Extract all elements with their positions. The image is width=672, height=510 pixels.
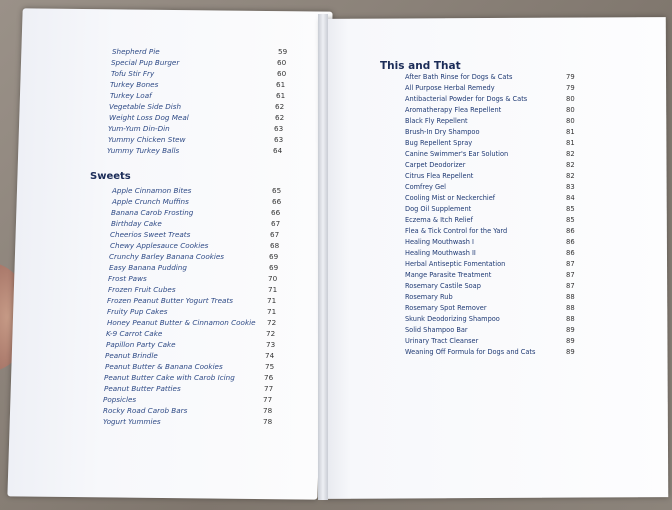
toc-entry-page: 72 bbox=[266, 329, 276, 338]
toc-entry-title: Turkey Loaf bbox=[110, 91, 152, 100]
toc-entry-title: Solid Shampoo Bar bbox=[405, 326, 468, 334]
toc-entry bbox=[110, 229, 280, 240]
toc-entry-page: 76 bbox=[264, 373, 274, 382]
toc-entry-title: Special Pup Burger bbox=[111, 58, 180, 67]
toc-entry-page: 82 bbox=[566, 150, 575, 158]
toc-entry-title: Papillon Party Cake bbox=[106, 340, 176, 349]
toc-entry-title: Mange Parasite Treatment bbox=[405, 271, 492, 279]
toc-entry-title: Crunchy Barley Banana Cookies bbox=[109, 252, 225, 261]
toc-entry-title: Birthday Cake bbox=[111, 219, 162, 228]
toc-entry-page: 86 bbox=[566, 249, 575, 257]
toc-entry-page: 64 bbox=[273, 146, 283, 155]
toc-entry-page: 77 bbox=[263, 395, 273, 404]
toc-entry-title: Eczema & Itch Relief bbox=[405, 216, 473, 224]
toc-entry-page: 67 bbox=[271, 219, 281, 228]
toc-entry bbox=[111, 68, 287, 79]
toc-entry-page: 73 bbox=[266, 340, 276, 349]
toc-entry-title: K-9 Carrot Cake bbox=[106, 329, 163, 338]
toc-entry-title: Fruity Pup Cakes bbox=[107, 307, 168, 316]
toc-entry-page: 60 bbox=[277, 69, 287, 78]
toc-entry-title: Rosemary Castile Soap bbox=[405, 282, 481, 290]
toc-entry-title: Aromatherapy Flea Repellent bbox=[405, 106, 502, 114]
toc-entry-title: Healing Mouthwash II bbox=[405, 249, 476, 257]
toc-entry-title: Apple Cinnamon Bites bbox=[112, 186, 192, 195]
toc-entry-title: Skunk Deodorizing Shampoo bbox=[405, 315, 500, 323]
toc-entry-title: Frost Paws bbox=[108, 274, 147, 283]
toc-entry bbox=[103, 394, 273, 405]
toc-entry-page: 63 bbox=[274, 135, 284, 144]
toc-entry-title: Popsicles bbox=[103, 395, 137, 404]
toc-entry bbox=[105, 361, 275, 372]
toc-entry-page: 75 bbox=[265, 362, 275, 371]
toc-entry-title: Weight Loss Dog Meal bbox=[109, 113, 189, 122]
toc-entry-title: Banana Carob Frosting bbox=[111, 208, 194, 217]
toc-entry-page: 89 bbox=[566, 348, 575, 356]
toc-entry-title: Frozen Peanut Butter Yogurt Treats bbox=[107, 296, 234, 305]
toc-entry bbox=[104, 383, 274, 394]
toc-entry-page: 87 bbox=[566, 271, 575, 279]
toc-entry-page: 71 bbox=[267, 296, 277, 305]
toc-entry bbox=[103, 405, 273, 416]
toc-entry-page: 86 bbox=[566, 227, 575, 235]
toc-entry bbox=[111, 57, 287, 68]
toc-entry bbox=[108, 273, 278, 284]
toc-entry-page: 71 bbox=[268, 285, 278, 294]
toc-entry-page: 87 bbox=[566, 260, 575, 268]
toc-entry-page: 81 bbox=[566, 128, 575, 136]
toc-entry-title: Yum-Yum Din-Din bbox=[108, 124, 170, 133]
toc-entry-title: Urinary Tract Cleanser bbox=[405, 337, 479, 345]
toc-entry-page: 72 bbox=[267, 318, 277, 327]
toc-entry-page: 84 bbox=[566, 194, 575, 202]
toc-entry-page: 62 bbox=[275, 102, 285, 111]
toc-entry bbox=[105, 350, 275, 361]
toc-entry-title: Brush-In Dry Shampoo bbox=[405, 128, 480, 136]
toc-entry-title: Yogurt Yummies bbox=[103, 417, 161, 426]
toc-entry-page: 82 bbox=[566, 161, 575, 169]
toc-entry bbox=[103, 416, 273, 427]
toc-entry-title: Yummy Chicken Stew bbox=[108, 135, 186, 144]
toc-entry bbox=[107, 306, 277, 317]
toc-entry-page: 83 bbox=[566, 183, 575, 191]
toc-entry-page: 89 bbox=[566, 326, 575, 334]
toc-entry-page: 65 bbox=[272, 186, 282, 195]
toc-entry-page: 61 bbox=[276, 91, 286, 100]
toc-entry-page: 60 bbox=[277, 58, 287, 67]
toc-entry-title: Honey Peanut Butter & Cinnamon Cookie bbox=[107, 318, 256, 327]
toc-entry-page: 85 bbox=[566, 205, 575, 213]
toc-entry-page: 89 bbox=[566, 337, 575, 345]
toc-entry-page: 85 bbox=[566, 216, 575, 224]
toc-entry-page: 80 bbox=[566, 117, 575, 125]
this-and-that-heading: This and That bbox=[380, 60, 461, 72]
toc-entry-page: 79 bbox=[566, 84, 575, 92]
toc-entry-title: Frozen Fruit Cubes bbox=[108, 285, 176, 294]
toc-entry-page: 66 bbox=[272, 197, 282, 206]
toc-entry-page: 74 bbox=[265, 351, 275, 360]
toc-entry-page: 69 bbox=[269, 252, 279, 261]
toc-entry-page: 77 bbox=[264, 384, 274, 393]
toc-entry-page: 88 bbox=[566, 304, 575, 312]
toc-entry-page: 87 bbox=[566, 282, 575, 290]
toc-entry-page: 80 bbox=[566, 106, 575, 114]
sweets-heading: Sweets bbox=[90, 171, 131, 182]
toc-entry-title: Vegetable Side Dish bbox=[109, 102, 182, 111]
book-spine bbox=[318, 14, 328, 500]
toc-entry-title: Healing Mouthwash I bbox=[405, 238, 474, 246]
toc-entry bbox=[108, 123, 284, 134]
toc-entry-title: All Purpose Herbal Remedy bbox=[405, 84, 495, 92]
toc-entry-title: Antibacterial Powder for Dogs & Cats bbox=[405, 95, 528, 103]
toc-entry-title: Peanut Brindle bbox=[105, 351, 158, 360]
toc-entry bbox=[109, 112, 285, 123]
toc-entry-title: Citrus Flea Repellent bbox=[405, 172, 474, 180]
toc-entry bbox=[107, 145, 283, 156]
toc-entry-title: Rocky Road Carob Bars bbox=[103, 406, 188, 415]
toc-entry-title: Dog Oil Supplement bbox=[405, 205, 472, 213]
toc-entry-title: Herbal Antiseptic Fomentation bbox=[405, 260, 506, 268]
toc-entry bbox=[111, 207, 281, 218]
toc-entry bbox=[106, 339, 276, 350]
toc-entry-page: 79 bbox=[566, 73, 575, 81]
toc-entry-page: 61 bbox=[276, 80, 286, 89]
toc-entry bbox=[107, 295, 277, 306]
toc-entry-title: Carpet Deodorizer bbox=[405, 161, 466, 169]
toc-entry-page: 68 bbox=[270, 241, 280, 250]
toc-entry-title: Shepherd Pie bbox=[112, 47, 160, 56]
toc-entry-title: Peanut Butter & Banana Cookies bbox=[105, 362, 223, 371]
toc-entry-page: 80 bbox=[566, 95, 575, 103]
toc-entry bbox=[110, 90, 286, 101]
toc-entry-title: Chewy Applesauce Cookies bbox=[110, 241, 209, 250]
toc-entry bbox=[106, 328, 276, 339]
toc-entry-title: Peanut Butter Cake with Carob Icing bbox=[104, 373, 235, 382]
toc-entry-page: 81 bbox=[566, 139, 575, 147]
toc-entry bbox=[111, 218, 281, 229]
toc-entry-page: 63 bbox=[274, 124, 284, 133]
toc-entry-page: 59 bbox=[278, 47, 288, 56]
toc-entry bbox=[110, 240, 280, 251]
toc-entry bbox=[108, 284, 278, 295]
toc-entry-title: Bug Repellent Spray bbox=[405, 139, 473, 147]
toc-entry-title: Tofu Stir Fry bbox=[111, 69, 155, 78]
toc-entry-page: 88 bbox=[566, 315, 575, 323]
toc-entry-title: Canine Swimmer's Ear Solution bbox=[405, 150, 509, 158]
toc-entry-title: Cheerios Sweet Treats bbox=[110, 230, 191, 239]
toc-entry bbox=[107, 317, 277, 328]
toc-entry-title: Peanut Butter Patties bbox=[104, 384, 181, 393]
toc-entry-page: 66 bbox=[271, 208, 281, 217]
toc-entry-title: Rosemary Spot Remover bbox=[405, 304, 487, 312]
toc-entry-title: Easy Banana Pudding bbox=[109, 263, 187, 272]
toc-entry-page: 78 bbox=[263, 417, 273, 426]
toc-entry-title: Black Fly Repellent bbox=[405, 117, 468, 125]
toc-entry bbox=[109, 101, 285, 112]
toc-entry-title: Yummy Turkey Balls bbox=[107, 146, 180, 155]
toc-entry bbox=[108, 134, 284, 145]
toc-entry-title: Cooling Mist or Neckerchief bbox=[405, 194, 496, 202]
toc-entry-page: 71 bbox=[267, 307, 277, 316]
toc-entry-title: Flea & Tick Control for the Yard bbox=[405, 227, 508, 235]
toc-entry-title: Turkey Bones bbox=[110, 80, 159, 89]
toc-entry-title: Weaning Off Formula for Dogs and Cats bbox=[405, 348, 536, 356]
toc-entry-title: Comfrey Gel bbox=[405, 183, 447, 191]
toc-entry-page: 78 bbox=[263, 406, 273, 415]
toc-entry-title: Rosemary Rub bbox=[405, 293, 453, 301]
toc-entry-title: After Bath Rinse for Dogs & Cats bbox=[405, 73, 513, 81]
toc-entry bbox=[104, 372, 274, 383]
toc-entry bbox=[109, 262, 279, 273]
toc-entry-page: 86 bbox=[566, 238, 575, 246]
toc-entry bbox=[109, 251, 279, 262]
toc-entry-page: 69 bbox=[269, 263, 279, 272]
toc-entry-page: 88 bbox=[566, 293, 575, 301]
toc-entry-page: 67 bbox=[270, 230, 280, 239]
toc-entry-page: 70 bbox=[268, 274, 278, 283]
toc-entry-page: 82 bbox=[566, 172, 575, 180]
toc-entry-page: 62 bbox=[275, 113, 285, 122]
toc-entry-title: Apple Crunch Muffins bbox=[112, 197, 189, 206]
toc-entry bbox=[110, 79, 286, 90]
